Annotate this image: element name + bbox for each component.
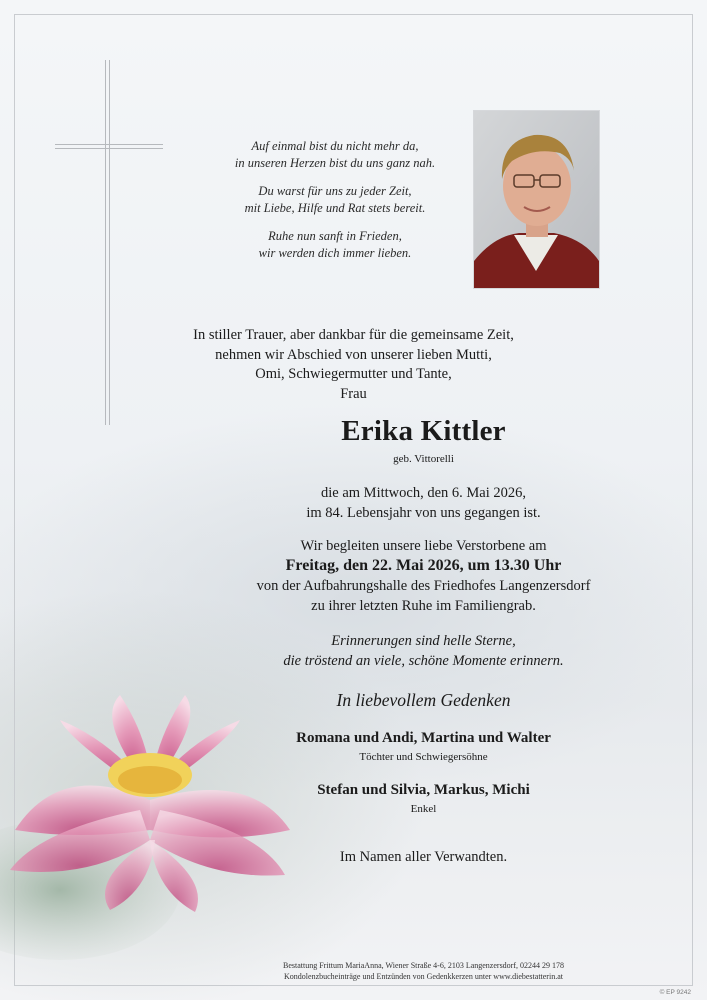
poem-line: Ruhe nun sanft in Frieden, <box>268 229 402 243</box>
family-names: Stefan und Silvia, Markus, Michi <box>317 782 530 798</box>
intro-text <box>0 326 707 404</box>
funeral-line: Wir begleiten unsere liebe Verstorbene am <box>300 538 547 554</box>
closing-line: Im Namen aller Verwandten. <box>339 849 508 865</box>
poem-line: Auf einmal bist du nicht mehr da, <box>251 139 419 153</box>
footer <box>70 960 707 982</box>
portrait-photo <box>473 110 600 289</box>
gedenken-heading: In liebevollem Gedenken <box>336 690 511 710</box>
intro-line: Frau <box>340 385 367 402</box>
death-line: im 84. Lebensjahr von uns gegangen ist. <box>306 504 541 521</box>
poem-line: mit Liebe, Hilfe und Rat stets bereit. <box>244 201 426 215</box>
funeral-date: Freitag, den 22. Mai 2026, um 13.30 Uhr <box>285 557 562 574</box>
funeral-line: von der Aufbahrungshalle des Friedhofes Langenzersdorf <box>256 578 591 594</box>
death-notice <box>70 484 707 523</box>
birth-name: geb. Vittorelli <box>393 453 454 465</box>
poem-stanza-3 <box>200 228 470 262</box>
family-relation: Töchter und Schwiegersöhne <box>359 751 488 763</box>
deceased-name: Erika Kittler <box>341 415 506 447</box>
poem-line: wir werden dich immer lieben. <box>258 246 412 260</box>
funeral-details <box>70 536 707 616</box>
document-code: © EP 9242 <box>659 989 691 996</box>
death-line: die am Mittwoch, den 6. Mai 2026, <box>321 485 526 501</box>
portrait-image <box>474 111 599 288</box>
poem-stanza-2 <box>200 183 470 217</box>
poem-line: in unseren Herzen bist du uns ganz nah. <box>234 156 436 170</box>
family-names: Romana und Andi, Martina und Walter <box>296 730 551 746</box>
intro-line: In stiller Trauer, aber dankbar für die gemeinsame Zeit, <box>193 327 514 343</box>
water-lily-illustration <box>0 680 310 970</box>
quote-line: die tröstend an viele, schöne Momente erinnern. <box>283 652 564 669</box>
footer-line: Bestattung Frittum MariaAnna, Wiener Straße 4-6, 2103 Langenzersdorf, 02244 29 178 <box>282 961 565 970</box>
poem-stanza-1 <box>200 138 470 172</box>
poem-line: Du warst für uns zu jeder Zeit, <box>258 184 412 198</box>
intro-line: Omi, Schwiegermutter und Tante, <box>255 366 452 382</box>
memorial-quote <box>70 632 707 671</box>
cross-horizontal-beam <box>55 144 163 149</box>
family-relation: Enkel <box>410 803 437 815</box>
intro-line: nehmen wir Abschied von unserer lieben Mutti, <box>215 346 492 363</box>
quote-line: Erinnerungen sind helle Sterne, <box>331 633 516 649</box>
footer-line: Kondolenzbucheinträge und Entzünden von Gedenkkerzen unter www.diebestatterin.at <box>284 972 563 981</box>
funeral-line: zu ihrer letzten Ruhe im Familiengrab. <box>311 598 536 614</box>
